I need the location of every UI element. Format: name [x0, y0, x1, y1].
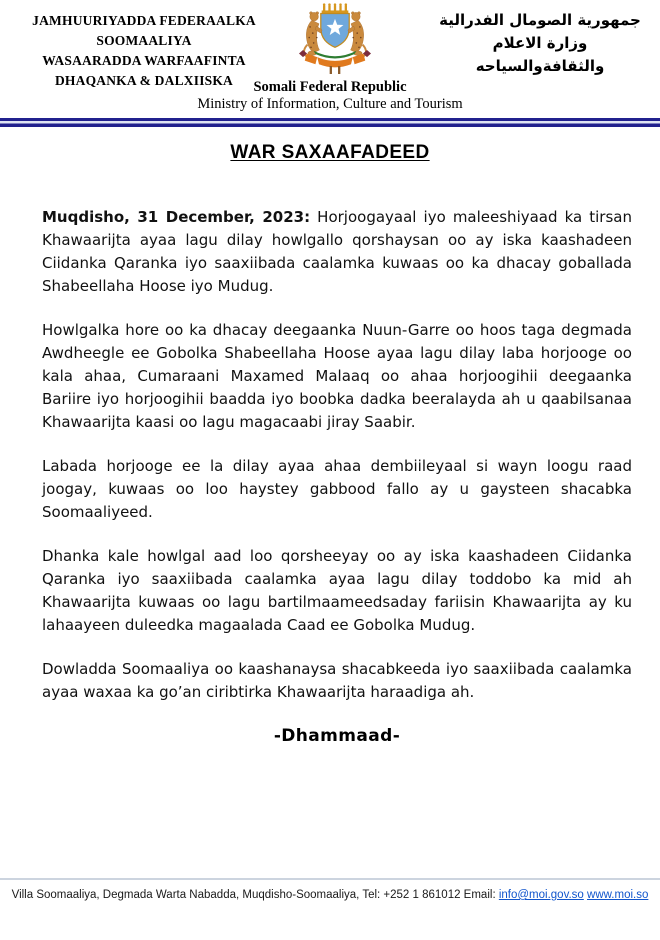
- paragraph-text: Labada horjooge ee la dilay ayaa ahaa dembiileyaal si wayn loogu raad joogay, kuwaas oo loo haystey gabbood fallo ay u gaysteen shacabka Soomaaliyeed.: [42, 457, 632, 521]
- ministry-name: Ministry of Information, Culture and Tourism: [197, 96, 463, 112]
- footer-email-link[interactable]: info@moi.gov.so: [498, 889, 584, 901]
- dateline: Muqdisho, 31 December, 2023:: [42, 208, 311, 226]
- paragraph-text: Dhanka kale howlgal aad loo qorsheeyay oo ay iska kaashadeen Ciidanka Qaranka iyo saaxiibada caalamka ayaa lagu dilay toddobo ka mid ah Khawaarijta kuwaas oo lagu bartilmaameedsaday fariisin Khawaarijta ay ku lahaayeen duleedka magaalada Caad ee Gobolka Mudug.: [42, 547, 632, 634]
- footer-divider: [0, 878, 660, 880]
- closing-line: -Dhammaad-: [273, 726, 401, 746]
- republic-name: Somali Federal Republic: [253, 79, 407, 95]
- body-paragraph: [42, 319, 632, 434]
- paragraph-text: Dowladda Soomaaliya oo kaashanaysa shacabkeeda iyo saaxiibada caalamka ayaa waxaa ka go’an ciribtirka Khawaarijta haraadiga ah.: [42, 660, 632, 701]
- header-arabic-line: والثقافةوالسياحه: [475, 57, 605, 75]
- header-arabic-line: جمهورية الصومال الفدرالية: [439, 11, 641, 29]
- header-ministry-arabic: [424, 9, 656, 78]
- body-paragraph: [42, 206, 632, 298]
- leopard-right-icon: [348, 12, 366, 56]
- body-paragraph: [42, 455, 632, 524]
- coat-of-arms-svg: [281, 2, 389, 82]
- body-paragraph: [42, 545, 632, 637]
- press-release-body: [42, 206, 632, 748]
- header-left-line: WASAARADDA WARFAAFINTA: [42, 53, 246, 68]
- header-left-line: DHAQANKA & DALXIISKA: [54, 73, 234, 88]
- paragraph-text: Howlgalka hore oo ka dhacay deegaanka Nuun-Garre oo hoos taga degmada Awdheegle ee Gobolka Shabeellaha Hoose ayaa lagu dilay laba horjooge oo kala ahaa, Cumaraani Maxamed Malaaq oo ahaa horjoogihii deegaanka Bariire iyo horjoogihii baadda iyo boobka dadka beeralayda ah u qaabilsanaa Khawaarijta kaasi oo lagu magacaabi jiray Saabir.: [42, 321, 632, 431]
- page-title: WAR SAXAAFADEED: [230, 142, 430, 163]
- footer-website-link[interactable]: www.moi.so: [587, 889, 649, 901]
- somalia-coat-of-arms-icon: [281, 2, 389, 82]
- header-divider: [0, 118, 660, 127]
- header-left-line: JAMHUURIYADDA FEDERAALKA: [32, 13, 256, 28]
- crown-icon: [322, 3, 349, 13]
- page-footer: [0, 878, 660, 901]
- footer-address: Villa Soomaaliya, Degmada Warta Nabadda, Muqdisho-Soomaaliya, Tel: +252 1 861012 Email:: [11, 889, 496, 901]
- body-paragraph: [42, 658, 632, 704]
- leopard-left-icon: [304, 12, 322, 56]
- header-left-line: SOOMAALIYA: [96, 33, 192, 48]
- paragraph-text: Horjoogayaal iyo maleeshiyaad ka tirsan Khawaarijta ayaa lagu dilay howlgallo qorshaysan oo ay iska kaashadeen Ciidanka Qaranka iyo saaxiibada caalamka kuwaas oo ka dhacay goballada Shabeellaha Hoose iyo Mudug.: [42, 208, 632, 295]
- header-arabic-line: وزارة الاعلام: [492, 34, 588, 52]
- footer-contact: [0, 889, 660, 901]
- header-ministry-english: [0, 79, 660, 113]
